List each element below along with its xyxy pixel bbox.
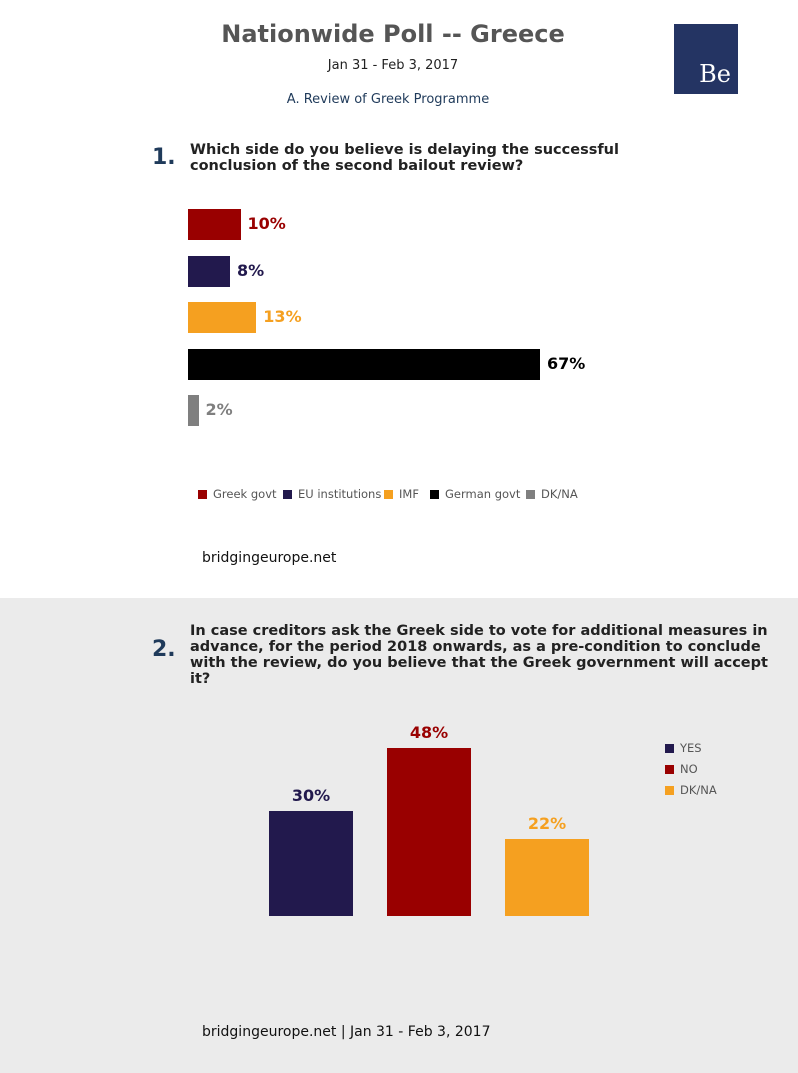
legend-item xyxy=(665,762,698,776)
bar-value-label: 13% xyxy=(263,307,302,326)
legend-label: DK/NA xyxy=(541,487,578,501)
bar-yes xyxy=(269,811,353,916)
bar-no xyxy=(387,748,471,916)
legend-label: EU institutions xyxy=(298,487,382,501)
legend-label: IMF xyxy=(399,487,419,501)
legend-label: Greek govt xyxy=(213,487,277,501)
legend-item xyxy=(665,783,717,797)
question-2-line: advance, for the period 2018 onwards, as a pre-condition to conclude xyxy=(190,639,761,655)
legend-label: DK/NA xyxy=(680,783,717,797)
question-2-line: with the review, do you believe that the Greek government will accept xyxy=(190,655,768,671)
bar-value-label: 48% xyxy=(409,723,449,742)
legend-label: German govt xyxy=(445,487,521,501)
question-1-line: Which side do you believe is delaying the successful xyxy=(190,142,619,158)
bar-dk-na xyxy=(505,839,589,916)
legend-swatch xyxy=(665,765,674,774)
page-title: Nationwide Poll -- Greece xyxy=(221,20,565,48)
footer-site-1[interactable]: bridgingeurope.net xyxy=(202,550,337,566)
footer-site-2[interactable]: bridgingeurope.net | Jan 31 - Feb 3, 2017 xyxy=(202,1024,491,1040)
section-title: A. Review of Greek Programme xyxy=(286,92,490,107)
legend-label: NO xyxy=(680,762,698,776)
bar-value-label: 8% xyxy=(237,260,265,280)
bar-value-label: 67% xyxy=(547,353,586,373)
poll-date: Jan 31 - Feb 3, 2017 xyxy=(327,58,459,73)
bar-value-label: 10% xyxy=(247,214,286,233)
question-2-line: it? xyxy=(190,671,211,687)
bar-value-label: 22% xyxy=(527,814,567,833)
legend-swatch xyxy=(665,744,674,753)
logo-text: Be xyxy=(699,60,731,88)
legend-label: YES xyxy=(680,741,702,755)
question-2-number: 2. xyxy=(152,637,176,662)
question-1-line: conclusion of the second bailout review? xyxy=(190,158,524,174)
legend-swatch xyxy=(665,786,674,795)
bar-value-label: 2% xyxy=(205,400,233,419)
bar-value-label: 30% xyxy=(291,786,331,805)
legend-item xyxy=(665,741,702,755)
question-1-number: 1. xyxy=(152,145,176,170)
question-2-line: In case creditors ask the Greek side to vote for additional measures in xyxy=(190,623,768,639)
